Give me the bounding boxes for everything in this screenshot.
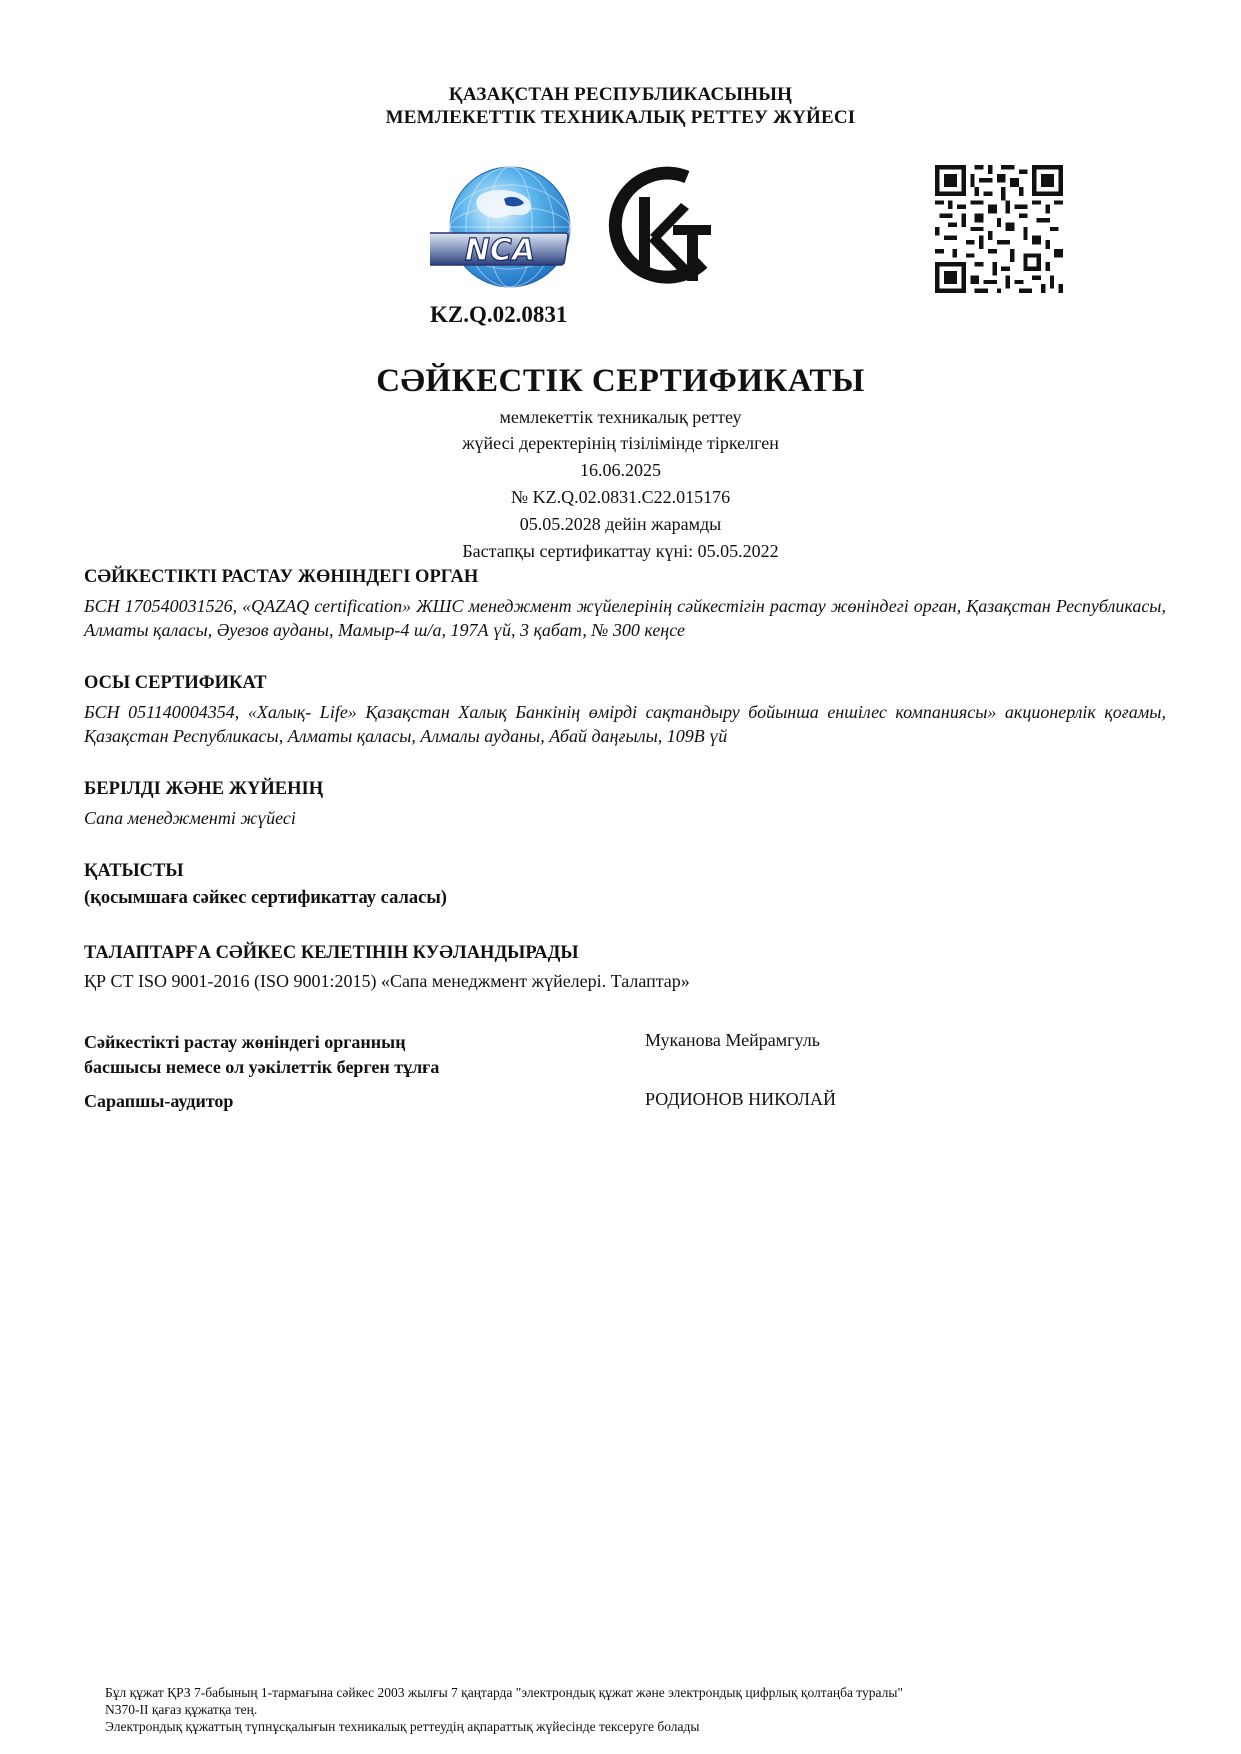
section-text-requirements: ҚР СТ ISO 9001-2016 (ISO 9001:2015) «Сапа менеджмент жүйелері. Талаптар» (84, 971, 690, 991)
header-line-1: ҚАЗАҚСТАН РЕСПУБЛИКАСЫНЫҢ (448, 84, 793, 105)
section-text-certificate: БСН 051140004354, «Халық- Life» Қазақстан Халық Банкінің өмірді сақтандыру бойынша еншілес компаниясы» акционерлік қоғамы, Қазақстан Республикасы, Алматы қаласы, Алмалы ауданы, Абай даңғылы, 109В үй (84, 702, 1166, 746)
signature-auditor-label: Сарапшы-аудитор (84, 1091, 234, 1111)
section-text-body: БСН 170540031526, «QAZAQ certification» ЖШС менеджмент жүйелерінің сәйкестігін растау жөніндегі орган, Қазақстан Республикасы, Алматы қаласы, Әуезов ауданы, Мамыр-4 ш/а, 197А үй, 3 қабат, № 300 кеңсе (84, 596, 1166, 640)
footer-line-1: Бұл құжат ҚРЗ 7-бабының 1-тармағына сәйкес 2003 жылғы 7 қаңтарда "электрондық құжат және электрондық цифрлық қолтаңба туралы" (105, 1685, 903, 1700)
section-heading-scope: ҚАТЫСТЫ (84, 861, 184, 881)
registration-number: KZ.Q.02.0831 (430, 302, 568, 327)
initial-certification-date: Бастапқы сертификаттау күні: 05.05.2022 (462, 541, 779, 561)
nca-globe-logo-icon (430, 165, 580, 295)
section-heading-body: СӘЙКЕСТІКТІ РАСТАУ ЖӨНІНДЕГІ ОРГАН (84, 567, 479, 587)
nca-logo-text: NCA (464, 233, 536, 268)
signature-head-label-line-2: басшысы немесе ол уәкілеттік берген тұлға (84, 1057, 440, 1077)
registry-note-line-2: жүйесі деректерінің тізілімінде тіркелген (462, 433, 779, 453)
section-heading-requirements: ТАЛАПТАРҒА СӘЙКЕС КЕЛЕТІНІН КУӘЛАНДЫРАДЫ (84, 943, 579, 963)
footer-line-2: N370-II қағаз құжатқа тең. (105, 1702, 258, 1717)
signature-head-name: Муканова Мейрамгуль (645, 1030, 820, 1050)
certificate-number: № KZ.Q.02.0831.C22.015176 (510, 487, 731, 507)
signature-auditor-name: РОДИОНОВ НИКОЛАЙ (645, 1089, 836, 1109)
footer-line-3: Электрондық құжаттың түпнұсқалығын техникалық реттеудің ақпараттық жүйесінде тексеруге болады (105, 1719, 700, 1734)
section-heading-certificate: ОСЫ СЕРТИФИКАТ (84, 673, 267, 693)
kt-conformity-mark-icon (603, 163, 721, 293)
signature-head-label-line-1: Сәйкестікті растау жөніндегі органның (84, 1032, 406, 1052)
certificate-title: СӘЙКЕСТІК СЕРТИФИКАТЫ (376, 363, 865, 399)
registry-date: 16.06.2025 (580, 460, 661, 480)
section-text-system: Сапа менеджменті жүйесі (84, 808, 296, 828)
section-heading-system: БЕРІЛДІ ЖӘНЕ ЖҮЙЕНІҢ (84, 779, 324, 799)
section-subheading-scope: (қосымшаға сәйкес сертификаттау саласы) (84, 888, 447, 908)
header-line-2: МЕМЛЕКЕТТІК ТЕХНИКАЛЫҚ РЕТТЕУ ЖҮЙЕСІ (385, 107, 856, 128)
registry-note-line-1: мемлекеттік техникалық реттеу (499, 407, 742, 427)
valid-until: 05.05.2028 дейін жарамды (519, 514, 722, 534)
qr-code-icon[interactable] (935, 165, 1063, 293)
